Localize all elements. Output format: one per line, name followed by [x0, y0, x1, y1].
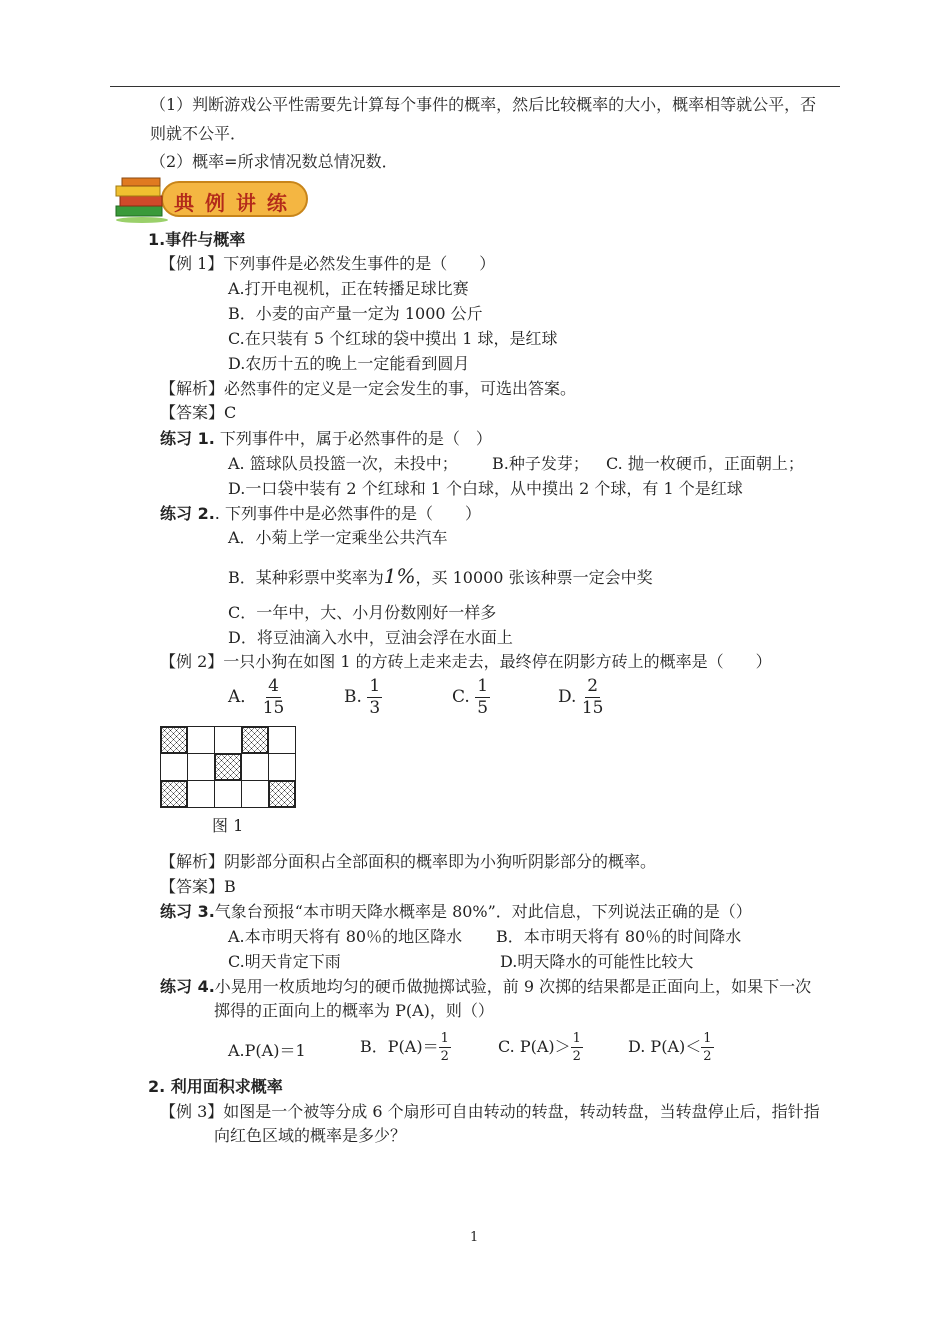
- practice-3-option-a: A.本市明天将有 80％的地区降水: [228, 927, 463, 946]
- example-1-option-c: C.在只装有 5 个红球的袋中摸出 1 球，是红球: [228, 329, 558, 348]
- option-b-denominator: 3: [369, 698, 381, 718]
- tile-grid-figure: [160, 726, 296, 808]
- intro-line-1: （1）判断游戏公平性需要先计算每个事件的概率，然后比较概率的大小，概率相等就公平，否: [150, 95, 817, 114]
- grid-row: [161, 754, 296, 781]
- practice-2-option-b-percent: 1%: [383, 564, 416, 588]
- option-c-denominator: 5: [477, 698, 489, 718]
- option-a-label: A．: [228, 687, 258, 707]
- practice-3-label: 练习 3.: [160, 902, 215, 921]
- plain-tile: [188, 781, 215, 808]
- example-1-option-a: A.打开电视机，正在转播足球比赛: [228, 279, 469, 298]
- practice-1-option-c: C. 抛一枚硬币，正面朝上；: [606, 454, 804, 473]
- plain-tile: [242, 781, 269, 808]
- practice-4-option-c-text: C. P(A)＞: [498, 1037, 571, 1056]
- option-d-denominator: 15: [581, 698, 604, 718]
- example-2-answer: 【答案】B: [160, 877, 236, 896]
- intro-line-2: 则就不公平．: [150, 124, 247, 143]
- practice-3: [160, 902, 752, 922]
- example-2-option-d: [558, 678, 603, 717]
- option-d-label: D.: [558, 687, 577, 707]
- option-a-fraction: [263, 678, 285, 717]
- example-2-option-b: [344, 678, 382, 717]
- shaded-tile: [269, 781, 296, 808]
- section-banner: [112, 176, 312, 224]
- practice-3-option-d: D.明天降水的可能性比较大: [500, 952, 694, 971]
- shaded-tile: [215, 754, 242, 781]
- option-b-fraction: [367, 678, 382, 717]
- option-c-numerator: 1: [477, 676, 489, 696]
- plain-tile: [269, 727, 296, 754]
- plain-tile: [188, 754, 215, 781]
- figure-1-caption: 图 1: [212, 816, 244, 835]
- practice-2-option-d: D．将豆油滴入水中，豆油会浮在水面上: [228, 628, 513, 647]
- practice-2-question: . 下列事件中是必然事件的是（ ）: [214, 504, 481, 523]
- example-2-option-a: [228, 678, 284, 717]
- top-rule: [110, 86, 840, 87]
- practice-4-option-b-numerator: 1: [440, 1031, 449, 1046]
- practice-1: [160, 429, 492, 449]
- practice-4-option-d-denominator: 2: [703, 1049, 712, 1064]
- practice-4-option-d-numerator: 1: [703, 1031, 712, 1046]
- practice-4: [160, 977, 811, 997]
- example-2-option-c: [452, 678, 490, 717]
- practice-4-option-d: [628, 1032, 714, 1063]
- practice-4-option-c: [498, 1032, 583, 1063]
- practice-2-option-a: A．小菊上学一定乘坐公共汽车: [228, 528, 448, 547]
- practice-4-option-b-denominator: 2: [440, 1049, 449, 1064]
- practice-4-option-b-fraction: [439, 1032, 451, 1063]
- plain-tile: [161, 754, 188, 781]
- section-2-title: 2. 利用面积求概率: [148, 1077, 283, 1096]
- plain-tile: [188, 727, 215, 754]
- example-3-line-1: 【例 3】如图是一个被等分成 6 个扇形可自由转动的转盘，转动转盘，当转盘停止后，指针指: [160, 1102, 820, 1121]
- practice-2-option-b: [228, 566, 653, 588]
- practice-4-question-2: 掷得的正面向上的概率为 P(A)，则（）: [214, 1001, 494, 1020]
- example-3-line-2: 向红色区域的概率是多少？: [214, 1126, 407, 1145]
- plain-tile: [269, 754, 296, 781]
- practice-4-question-1: 小晃用一枚质地均匀的硬币做抛掷试验，前 9 次掷的结果都是正面向上，如果下一次: [214, 977, 812, 996]
- example-1-answer: 【答案】C: [160, 403, 237, 422]
- intro-line-3: （2）概率=所求情况数总情况数．: [150, 152, 398, 171]
- option-d-fraction: [582, 678, 604, 717]
- practice-2-option-c: C．一年中，大、小月份数刚好一样多: [228, 603, 497, 622]
- plain-tile: [242, 754, 269, 781]
- practice-4-option-a: A.P(A)＝1: [228, 1041, 306, 1060]
- practice-1-option-d: D.一口袋中装有 2 个红球和 1 个白球，从中摸出 2 个球，有 1 个是红球: [228, 479, 743, 498]
- option-c-label: C.: [452, 687, 470, 707]
- practice-4-option-b: [360, 1032, 451, 1063]
- practice-4-option-c-numerator: 1: [572, 1031, 581, 1046]
- example-1-analysis: 【解析】必然事件的定义是一定会发生的事，可选出答案。: [160, 379, 577, 398]
- grid-row: [161, 781, 296, 808]
- practice-4-option-c-denominator: 2: [572, 1049, 581, 1064]
- shaded-tile: [161, 781, 188, 808]
- practice-4-option-b-text: B．P(A)＝: [360, 1037, 439, 1056]
- option-b-numerator: 1: [369, 676, 381, 696]
- page-number: 1: [470, 1230, 479, 1245]
- practice-2: [160, 504, 481, 524]
- practice-4-option-d-text: D. P(A)＜: [628, 1037, 702, 1056]
- practice-3-option-b: B．本市明天将有 80％的时间降水: [496, 927, 742, 946]
- grid-row: [161, 727, 296, 754]
- option-a-numerator: 4: [268, 676, 279, 696]
- practice-3-option-c: C.明天肯定下雨: [228, 952, 341, 971]
- plain-tile: [215, 727, 242, 754]
- practice-1-option-b: B.种子发芽；: [492, 454, 589, 473]
- practice-2-option-b-post: ，买 10000 张该种票一定会中奖: [415, 568, 653, 587]
- option-d-numerator: 2: [587, 676, 599, 696]
- example-1-option-d: D.农历十五的晚上一定能看到圆月: [228, 354, 470, 373]
- practice-2-option-b-pre: B．某种彩票中奖率为: [228, 568, 384, 587]
- example-2-analysis: 【解析】阴影部分面积占全部面积的概率即为小狗听阴影部分的概率。: [160, 852, 657, 871]
- shaded-tile: [161, 727, 188, 754]
- option-b-label: B.: [344, 687, 362, 707]
- example-2-question: 【例 2】一只小狗在如图 1 的方砖上走来走去，最终停在阴影方砖上的概率是（ ）: [160, 652, 772, 671]
- practice-1-option-a: A. 篮球队员投篮一次，未投中；: [228, 454, 458, 473]
- practice-4-label: 练习 4.: [160, 977, 215, 996]
- practice-1-label: 练习 1.: [160, 429, 215, 448]
- practice-3-question: 气象台预报“本市明天降水概率是 80%”．对此信息，下列说法正确的是（）: [214, 902, 752, 921]
- shaded-tile: [242, 727, 269, 754]
- example-1-question: 【例 1】下列事件是必然发生事件的是（ ）: [160, 254, 496, 273]
- option-a-denominator: 15: [262, 698, 285, 718]
- practice-4-option-d-fraction: [701, 1032, 713, 1063]
- example-1-option-b: B．小麦的亩产量一定为 1000 公斤: [228, 304, 483, 323]
- banner-title: 典 例 讲 练: [174, 191, 289, 215]
- section-1-title: 1.事件与概率: [148, 230, 246, 249]
- practice-2-label: 练习 2.: [160, 504, 215, 523]
- plain-tile: [215, 781, 242, 808]
- practice-4-option-c-fraction: [571, 1032, 583, 1063]
- practice-1-question: 下列事件中，属于必然事件的是（ ）: [219, 429, 492, 448]
- option-c-fraction: [475, 678, 490, 717]
